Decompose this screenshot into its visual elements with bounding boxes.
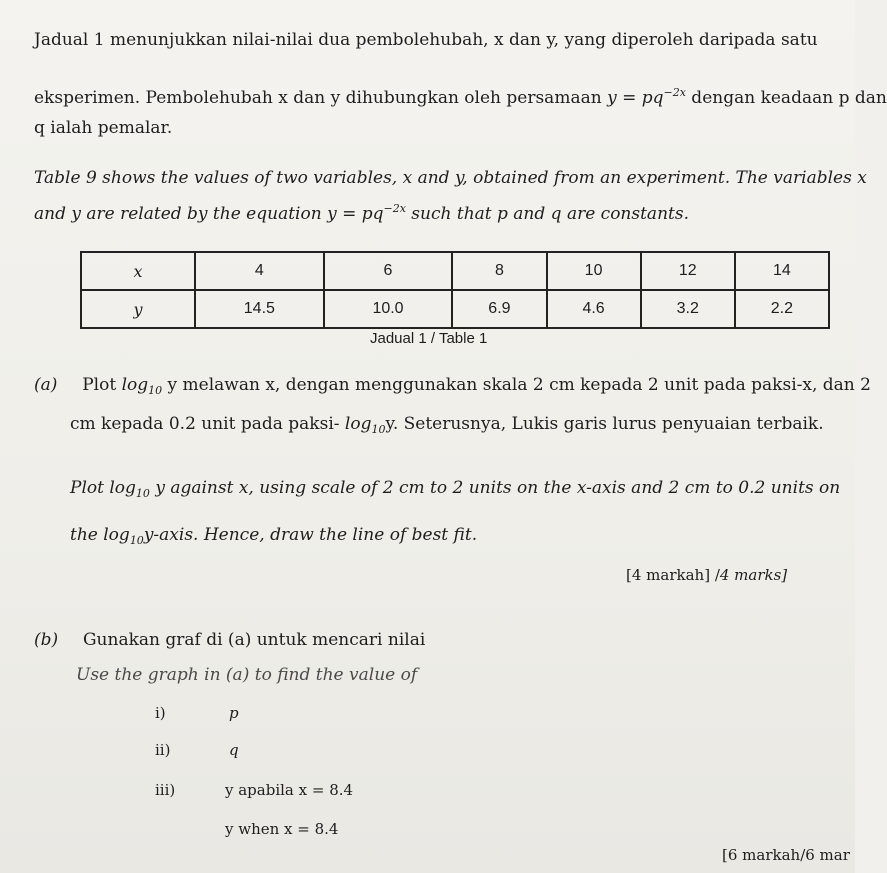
table-cell: 6.9 — [452, 290, 546, 328]
part-b-marks-text: [6 markah/6 mar — [722, 846, 850, 864]
intro-english-text-2b: such that p and q are constants. — [405, 204, 689, 224]
part-a-english-1b: y against x, using scale of 2 cm to 2 units on the x-axis and 2 cm to 0.2 units on — [149, 478, 841, 498]
table-cell: 4 — [195, 252, 324, 290]
part-a-marks — [626, 566, 787, 584]
part-a-marks-english: 4 marks] — [719, 566, 788, 584]
part-b-item-1-text: p — [229, 704, 239, 722]
intro-english-text-1: Table 9 shows the values of two variables, x and y, obtained from an experiment. The variables x — [34, 168, 867, 188]
equation-english — [327, 204, 406, 224]
table-cell: y — [81, 290, 195, 328]
table-caption: Jadual 1 / Table 1 — [370, 330, 488, 347]
equation-lhs: y = pq — [607, 88, 664, 108]
part-b-item-3-num: iii) — [155, 781, 176, 799]
table-cell: 12 — [641, 252, 735, 290]
intro-malay-line-1 — [34, 30, 818, 50]
part-a-malay-1b: y melawan x, dengan menggunakan skala 2 cm kepada 2 unit pada paksi-x, dan 2 — [162, 375, 871, 395]
part-b-marks — [722, 846, 850, 864]
part-a-malay-line-2 — [70, 414, 824, 434]
part-a-english-2b: y-axis. Hence, draw the line of best fit. — [143, 525, 478, 545]
part-b-item-3 — [155, 781, 353, 799]
table-cell: 10 — [547, 252, 641, 290]
intro-english-text-2a: and y are related by the equation — [34, 204, 328, 224]
table-cell: 8 — [452, 252, 546, 290]
log-symbol: log — [109, 478, 136, 498]
part-b-malay-line — [34, 630, 425, 650]
part-a-english-line-2 — [70, 525, 477, 545]
part-b-english-text: Use the graph in (a) to find the value of — [76, 665, 418, 685]
part-b-item-1 — [155, 704, 239, 722]
part-a-malay-2b: y. Seterusnya, Lukis garis lurus penyuaian terbaik. — [385, 414, 824, 434]
table-cell: 14.5 — [195, 290, 324, 328]
part-a-english-1a: Plot — [70, 478, 110, 498]
log-symbol: log — [344, 414, 372, 434]
intro-malay-text-3: q ialah pemalar. — [34, 118, 173, 138]
table-cell: 14 — [735, 252, 829, 290]
table-cell: 3.2 — [641, 290, 735, 328]
equation — [607, 88, 686, 108]
intro-malay-line-2 — [34, 88, 887, 108]
part-b-item-3-english-text: y when x = 8.4 — [225, 820, 339, 838]
log-base: 10 — [371, 423, 386, 436]
table-row-y — [81, 290, 829, 328]
equation-exponent: −2x — [663, 86, 686, 99]
log-base: 10 — [148, 384, 163, 397]
part-b-item-2 — [155, 741, 239, 759]
log-symbol: log — [103, 525, 130, 545]
intro-malay-text-2b: dengan keadaan p dan — [685, 88, 887, 108]
part-a-english-2a: the — [70, 525, 104, 545]
table-cell: 4.6 — [547, 290, 641, 328]
log-base: 10 — [135, 487, 150, 500]
part-b-item-2-num: ii) — [155, 741, 171, 759]
equation-english-exponent: −2x — [383, 202, 406, 215]
data-table — [80, 251, 830, 329]
part-b-item-3-english — [225, 820, 338, 838]
part-a-marks-malay: [4 markah] — [626, 566, 711, 584]
table-cell: x — [81, 252, 195, 290]
table-cell: 2.2 — [735, 290, 829, 328]
part-b-item-3-text: y apabila x = 8.4 — [225, 781, 354, 799]
equation-english-lhs: y = pq — [327, 204, 384, 224]
part-a-marks-separator: / — [710, 566, 720, 584]
part-a-malay-1a: Plot — [82, 375, 122, 395]
log-symbol: log — [121, 375, 149, 395]
part-b-english-line — [76, 665, 417, 685]
part-b-item-2-text: q — [229, 741, 239, 759]
table-cell: 10.0 — [324, 290, 453, 328]
part-b-label: (b) — [34, 630, 59, 650]
intro-english-line-1 — [34, 168, 867, 188]
part-a-malay-line-1 — [34, 375, 871, 395]
intro-english-line-2 — [34, 204, 689, 224]
part-a-label: (a) — [34, 375, 58, 395]
part-b-item-1-num: i) — [155, 704, 166, 722]
table-row-x — [81, 252, 829, 290]
intro-malay-line-3 — [34, 118, 172, 138]
part-a-malay-2a: cm kepada 0.2 unit pada paksi- — [70, 414, 345, 434]
log-base: 10 — [129, 534, 144, 547]
intro-malay-text-1: Jadual 1 menunjukkan nilai-nilai dua pembolehubah, x dan y, yang diperoleh daripada satu — [34, 30, 818, 50]
part-b-malay-text: Gunakan graf di (a) untuk mencari nilai — [82, 630, 426, 650]
table-cell: 6 — [324, 252, 453, 290]
intro-malay-text-2a: eksperimen. Pembolehubah x dan y dihubungkan oleh persamaan — [34, 88, 608, 108]
part-a-english-line-1 — [70, 478, 840, 498]
